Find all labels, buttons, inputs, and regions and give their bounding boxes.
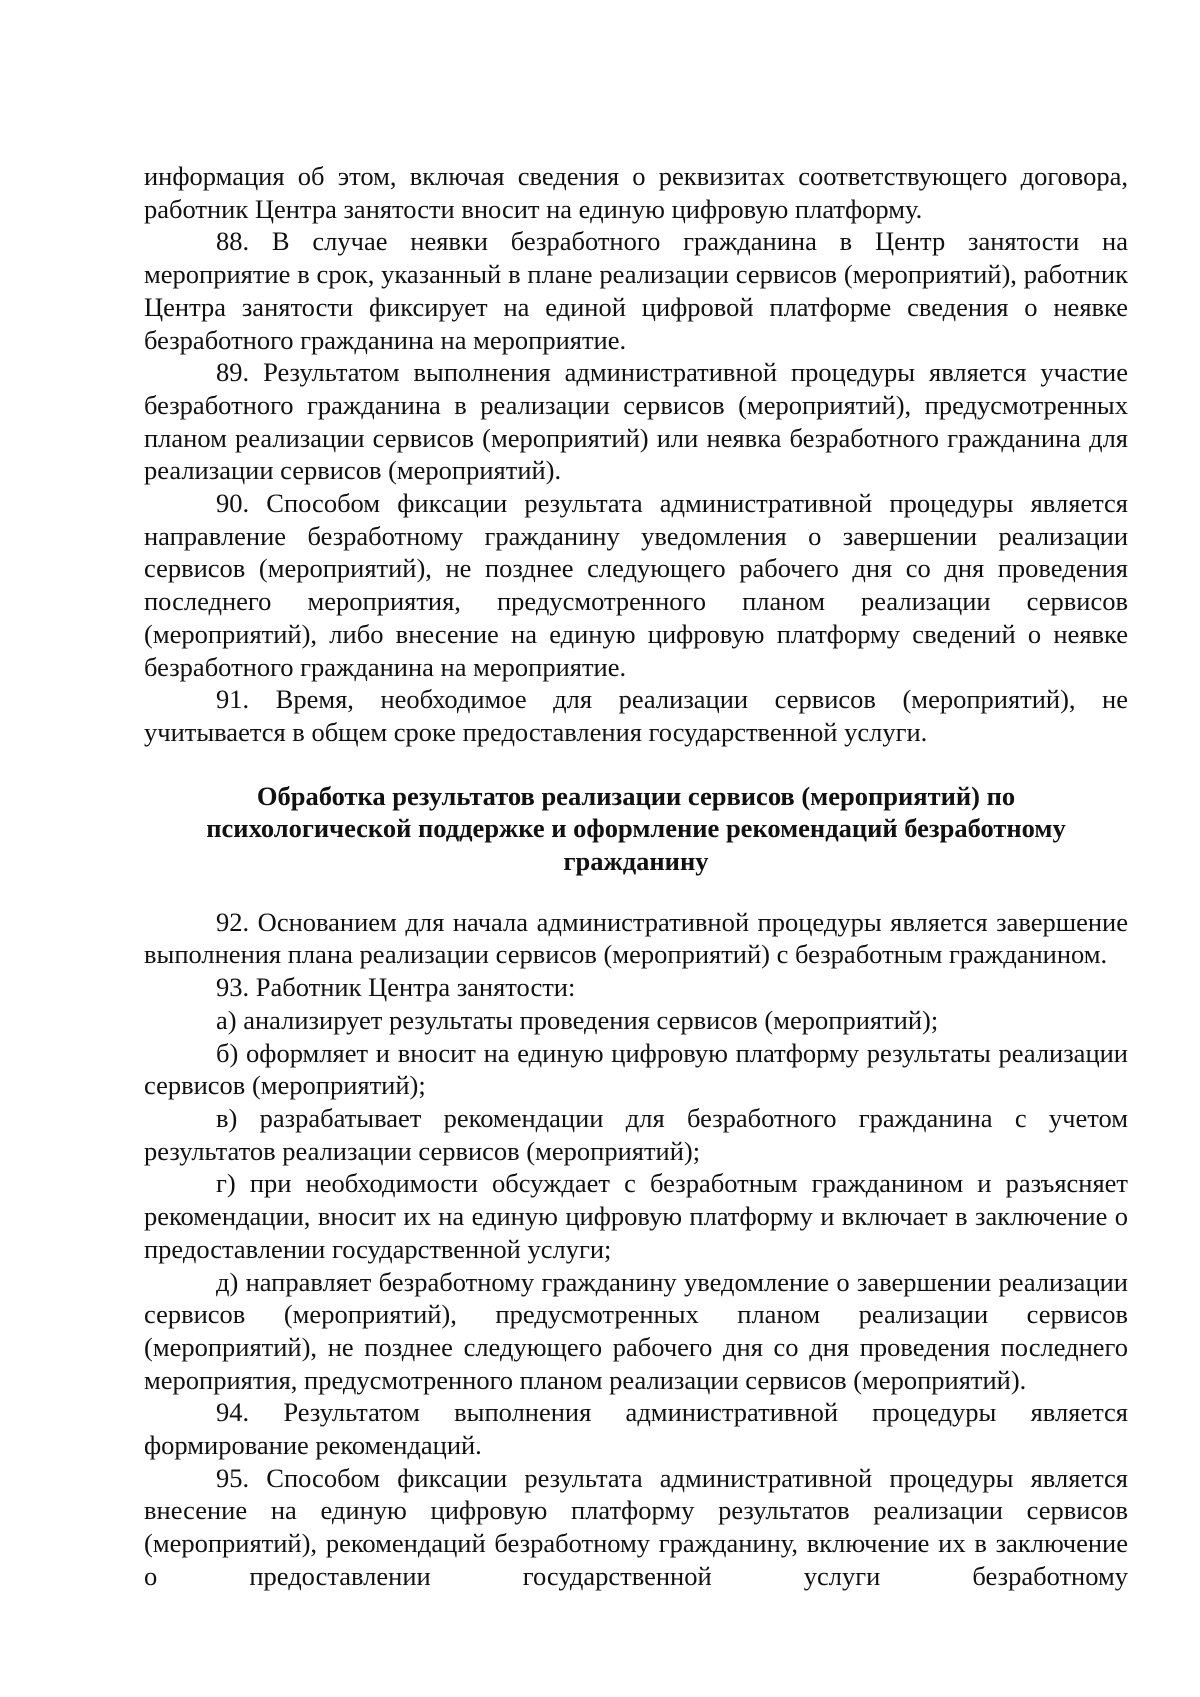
paragraph-94: 94. Результатом выполнения административной процедуры является формирование рекомендаций. <box>144 1397 1128 1461</box>
paragraph-89: 89. Результатом выполнения административной процедуры является участие безработного гражданина в реализации сервисов (мероприятий), предусмотренных планом реализации сервисов (мероприятий) или неявка безработного гражданина для реализации сервисов (мероприятий). <box>144 357 1128 486</box>
paragraph-88: 88. В случае неявки безработного гражданина в Центр занятости на мероприятие в срок, указанный в плане реализации сервисов (мероприятий), работник Центра занятости фиксирует на единой цифровой платформе сведения о неявке безработного гражданина на мероприятие. <box>144 226 1128 355</box>
section-heading-line-2: психологической поддержке и оформление рекомендаций безработному <box>206 813 1066 844</box>
paragraphs-after-heading <box>144 906 1128 1593</box>
paragraph-93-a: а) анализирует результаты проведения сервисов (мероприятий); <box>216 1004 939 1035</box>
paragraph-93-d: г) при необходимости обсуждает с безработным гражданином и разъясняет рекомендации, вносит их на единую цифровую платформу и включает в заключение о предоставлении государственной услуги; <box>144 1168 1128 1264</box>
paragraph-continuation: информация об этом, включая сведения о реквизитах соответствующего договора, работник Центра занятости вносит на единую цифровую платформу. <box>144 161 1128 224</box>
paragraph-93-c: в) разрабатывает рекомендации для безработного гражданина с учетом результатов реализации сервисов (мероприятий); <box>144 1102 1128 1166</box>
document-page <box>144 160 1128 1593</box>
section-heading <box>144 780 1128 878</box>
paragraphs-before-heading <box>144 160 1128 749</box>
paragraph-93-b: б) оформляет и вносит на единую цифровую платформу результаты реализации сервисов (мероприятий); <box>144 1037 1128 1101</box>
paragraph-90: 90. Способом фиксации результата административной процедуры является направление безработному гражданину уведомления о завершении реализации сервисов (мероприятий), не позднее следующего рабочего дня со дня проведения последнего мероприятия, предусмотренного планом реализации сервисов (мероприятий), либо внесение на единую цифровую платформу сведений о неявке безработного гражданина на мероприятие. <box>144 488 1128 682</box>
paragraph-92: 92. Основанием для начала административной процедуры является завершение выполнения плана реализации сервисов (мероприятий) с безработным гражданином. <box>144 906 1128 970</box>
paragraph-91: 91. Время, необходимое для реализации сервисов (мероприятий), не учитывается в общем сроке предоставления государственной услуги. <box>144 684 1128 747</box>
paragraph-93-e: д) направляет безработному гражданину уведомление о завершении реализации сервисов (мероприятий), предусмотренных планом реализации сервисов (мероприятий), не позднее следующего рабочего дня со дня проведения последнего мероприятия, предусмотренного планом реализации сервисов (мероприятий). <box>144 1266 1128 1395</box>
section-heading-line-3: гражданину <box>563 846 709 877</box>
section-heading-line-1: Обработка результатов реализации сервисов (мероприятий) по <box>256 780 1016 811</box>
paragraph-95: 95. Способом фиксации результата административной процедуры является внесение на единую цифровую платформу результатов реализации сервисов (мероприятий), рекомендаций безработному гражданину, включение их в заключение о предоставлении государственной услуги безработному <box>144 1462 1128 1591</box>
paragraph-93: 93. Работник Центра занятости: <box>216 972 576 1003</box>
